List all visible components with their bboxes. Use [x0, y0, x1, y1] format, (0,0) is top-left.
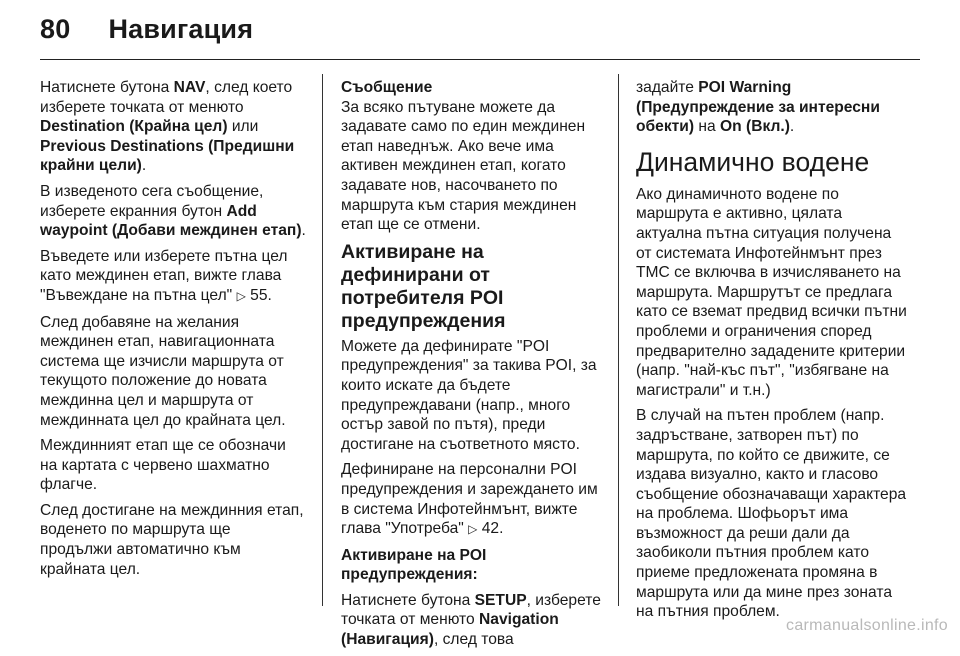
subheading-activate-poi: Активиране на POI предупреждения: — [341, 546, 487, 584]
column-2 — [341, 78, 609, 656]
setup-button-label: SETUP — [474, 591, 527, 609]
on-label: On (Вкл.) — [720, 118, 790, 136]
add-waypoint-label: Add waypoint (Добави междинен етап) — [40, 202, 302, 240]
paragraph-nav-instructions: Натиснете бутона NAV, след което изберете точката от менюто Destination (Крайна цел) или Previous Destinations (Предишни крайни цели). — [40, 79, 295, 175]
paragraph-add-waypoint: В изведеното сега съобщение, изберете екранния бутон Add waypoint (Добави междинен етап). — [40, 182, 306, 240]
page-title: Навигация — [108, 14, 254, 44]
paragraph-enter-destination: Въведете или изберете пътна цел като междинен етап, вижте глава "Въвеждане на пътна цел" ▷ 55. — [40, 247, 288, 304]
note-title: Съобщение — [341, 79, 433, 96]
paragraph-dynamic-guidance: Ако динамичното водене по маршрута е активно, цялата актуална пътна ситуация получена от системата Инфотейнмънт през TMC се включва в изчисляването на маршрута. Маршрутът се предлага като се вземат предвид всички пътни проблеми и ограничения според предварително зададените критерии (напр. "най-къс път", "избягване на магистрали" и т.н.) — [636, 185, 907, 399]
paragraph-setup-instructions: Натиснете бутона SETUP, изберете точката от менюто Navigation (Навигация), след това — [341, 591, 601, 649]
menu-destination: Destination (Крайна цел) — [40, 118, 228, 136]
reference-arrow-icon: ▷ — [236, 288, 246, 303]
section-heading-poi-warnings: Активиране на дефинирани от потребителя POI предупреждения — [341, 240, 506, 332]
paragraph-traffic-problem: В случай на пътен проблем (напр. задръстване, затворен път) по маршрута, по който се движите, се издава визуално, както и гласово съобщение обозначаващи характера на проблема. Шофьорът има възможност да реши дали да заобиколи пътния проблем като приеме предложената промяна в маршрута или да мине през зоната на пътния проблем. — [636, 407, 907, 621]
column-3 — [636, 78, 908, 628]
paragraph-waypoint-flag: Междинният етап ще се обозначи на картата с червено шахматно флагче. — [40, 437, 286, 494]
section-heading-dynamic-guidance: Динамично водене — [636, 146, 870, 177]
poi-warning-label: POI Warning (Предупреждение за интересни обекти) — [636, 79, 880, 136]
menu-navigation: Navigation (Навигация) — [341, 611, 559, 649]
paragraph-poi-warning-setting: задайте POI Warning (Предупреждение за интересни обекти) на On (Вкл.). — [636, 79, 880, 136]
paragraph-route-calc: След добавяне на желания междинен етап, навигационната система ще изчисли маршрута от текущото положение до новата междинна цел и маршрута от междинната цел до крайната цел. — [40, 313, 286, 429]
column-1 — [40, 78, 306, 585]
menu-previous-destinations: Previous Destinations (Предишни крайни цели) — [40, 137, 295, 175]
paragraph-poi-load: Дефиниране на персонални POI предупреждения и зареждането им в система Инфотейнмънт, вижте глава "Употреба" ▷ 42. — [341, 461, 598, 538]
header-rule — [40, 59, 920, 60]
page-header — [40, 14, 253, 45]
column-divider-2 — [618, 74, 619, 606]
reference-page: 55. — [250, 286, 272, 304]
paragraph-after-waypoint: След достигане на междинния етап, воденето по маршрута ще продължи автоматично към крайната цел. — [40, 501, 304, 578]
paragraph-poi-define: Можете да дефинирате "POI предупреждения" за такива POI, за които искате да бъдете предупреждавани (напр., много остър завой по пътя), преди достигане на съответното място. — [341, 337, 597, 453]
page-number: 80 — [40, 14, 71, 44]
nav-button-label: NAV — [173, 79, 206, 96]
reference-page: 42. — [481, 520, 504, 538]
note-text: За всяко пътуване можете да задавате само по един междинен етап наведнъж. Ако вече има активен междинен етап, когато задавате нов, насочването по маршрута към стария междинен етап ще се отмени. — [341, 98, 586, 234]
watermark: carmanualsonline.info — [786, 617, 948, 634]
column-divider-1 — [322, 74, 323, 606]
reference-arrow-icon: ▷ — [468, 522, 478, 537]
